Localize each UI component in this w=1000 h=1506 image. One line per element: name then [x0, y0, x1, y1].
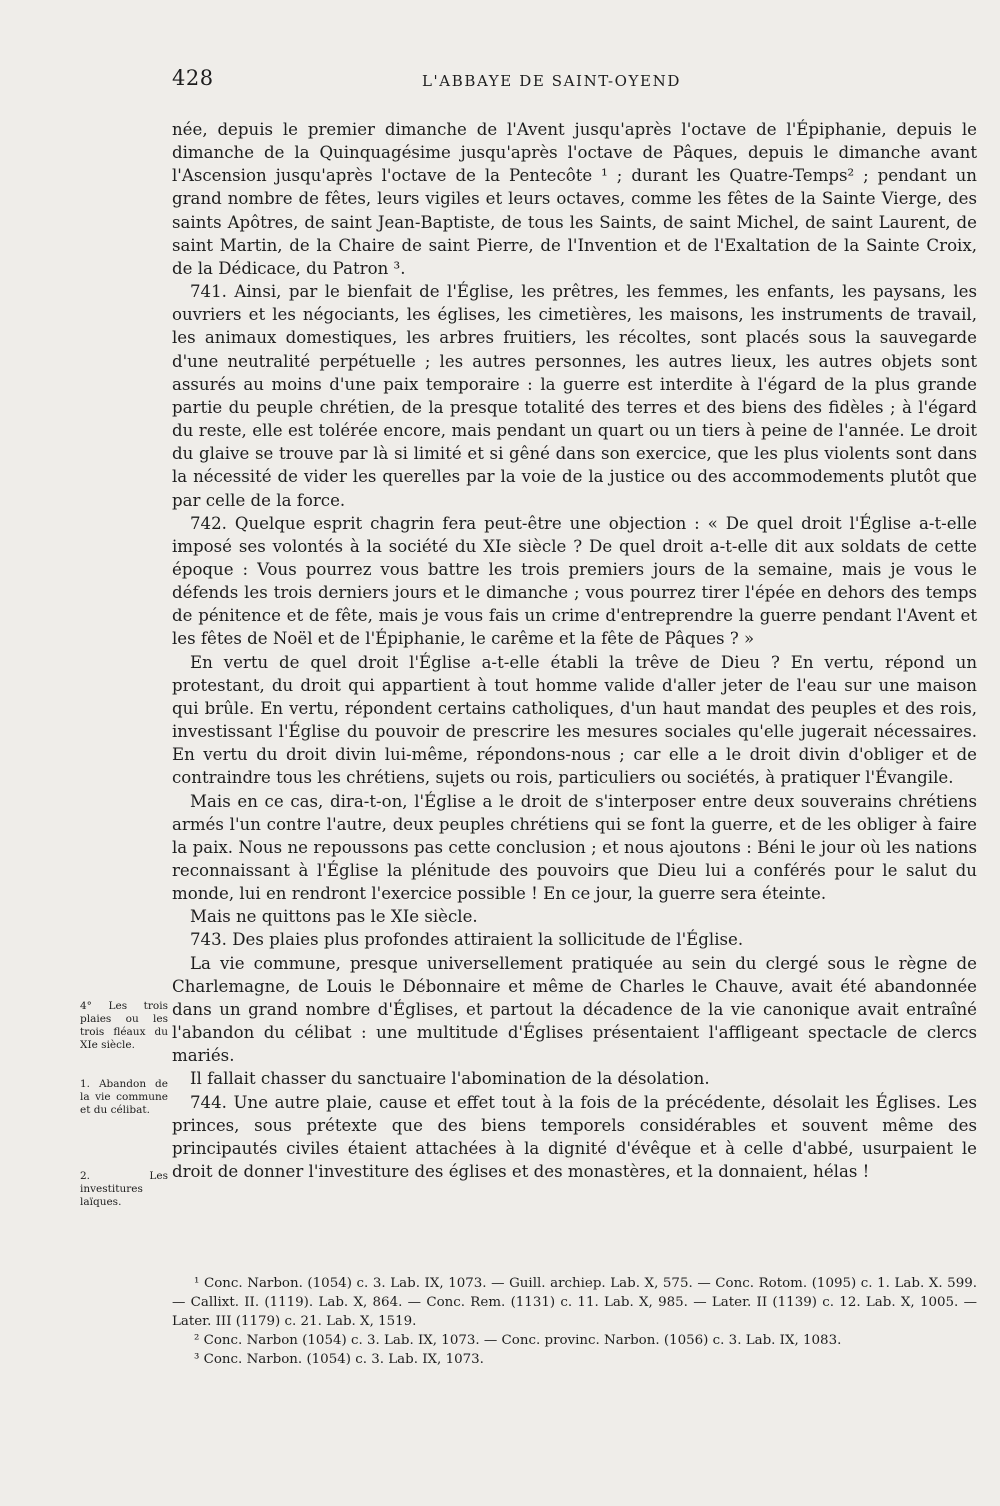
- paragraph-common-life: La vie commune, presque universellement pratiquée au sein du clergé sous le règne de Charlemagne, de Louis le Débonnaire et même de Charles le Chauve, avait été abandonnée dans un grand nombre d'Églises, et partout la décadence de la vie canonique avait entraîné l'abandon du célibat : une multitude d'Églises présentaient l'affligeant spectacle de clercs mariés.: [172, 953, 977, 1066]
- paragraph-transition: Mais ne quittons pas le XIe siècle.: [190, 907, 478, 927]
- body-text: [172, 118, 977, 1183]
- paragraph-abomination: Il fallait chasser du sanctuaire l'abomination de la désolation.: [190, 1069, 710, 1089]
- paragraph-continuation: née, depuis le premier dimanche de l'Avent jusqu'après l'octave de l'Épiphanie, depuis le dimanche de la Quinquagésime jusqu'après l'octave de Pâques, depuis le dimanche avant l'Ascension jusqu'après l'octave de la Pentecôte ¹ ; durant les Quatre-Temps² ; pendant un grand nombre de fêtes, leurs vigiles et leurs octaves, comme les fêtes de la Sainte Vierge, des saints Apôtres, de saint Jean-Baptiste, de tous les Saints, de saint Michel, de saint Laurent, de saint Martin, de la Chaire de saint Pierre, de l'Invention et de l'Exaltation de la Sainte Croix, de la Dédicace, du Patron ³.: [172, 120, 977, 278]
- footnote-2: ² Conc. Narbon (1054) c. 3. Lab. IX, 1073. — Conc. provinc. Narbon. (1056) c. 3. Lab. IX, 1083.: [194, 1333, 842, 1348]
- paragraph-742: 742. Quelque esprit chagrin fera peut-être une objection : « De quel droit l'Église a-t-elle imposé ses volontés à la société du XIe siècle ? De quel droit a-t-elle dit aux soldats de cette époque : Vous pourrez vous battre les trois premiers jours de la semaine, mais je vous le défends les trois derniers jours et le dimanche ; vous pourrez tirer l'épée en dehors des temps de pénitence et de fête, mais je vous fais un crime d'entreprendre la guerre pendant l'Avent et les fêtes de Noël et de l'Épiphanie, le carême et la fête de Pâques ? »: [172, 513, 977, 649]
- paragraph-744: 744. Une autre plaie, cause et effet tout à la fois de la précédente, désolait les Églises. Les princes, sous prétexte que des biens temporels considérables et souvent même des principautés civiles étaient attachées à la dignité d'évêque et à celle d'abbé, usurpaient le droit de donner l'investiture des églises et des monastères, et la donnaient, hélas !: [172, 1092, 977, 1182]
- footnotes: [172, 1274, 977, 1369]
- paragraph-743: 743. Des plaies plus profondes attiraient la sollicitude de l'Église.: [190, 930, 744, 950]
- margin-note-investitures: 2. Les investitures laïques.: [80, 1170, 168, 1208]
- paragraph-741: 741. Ainsi, par le bienfait de l'Église, les prêtres, les femmes, les enfants, les paysans, les ouvriers et les négociants, les églises, les cimetières, les maisons, les instruments de travail, les animaux domestiques, les arbres fruitiers, les récoltes, sont placés sous la sauvegarde d'une neutralité perpétuelle ; les autres personnes, les autres lieux, les autres objets sont assurés au moins d'une paix temporaire : la guerre est interdite à l'égard de la plus grande partie du peuple chrétien, de la presque totalité des terres et des biens des fidèles ; à l'égard du reste, elle est tolérée encore, mais pendant un quart ou un tiers à peine de l'année. Le droit du glaive se trouve par là si limité et si gêné dans son exercice, que les plus violents sont dans la nécessité de vider les querelles par la voie de la justice ou des accommodements plutôt que par celle de la force.: [172, 282, 977, 510]
- footnote-3: ³ Conc. Narbon. (1054) c. 3. Lab. IX, 1073.: [194, 1352, 484, 1367]
- margin-note-three-plagues: 4° Les trois plaies ou les trois fléaux du XIe siècle.: [80, 1000, 168, 1051]
- paragraph-right-question: En vertu de quel droit l'Église a-t-elle établi la trêve de Dieu ? En vertu, répond un protestant, du droit qui appartient à tout homme valide d'aller jeter de l'eau sur une maison qui brûle. En vertu, répondent certains catholiques, d'un haut mandat des peuples et des rois, investissant l'Église du pouvoir de prescrire les mesures sociales qu'elle jugerait nécessaires. En vertu du droit divin lui-même, répondons-nous ; car elle a le droit divin d'obliger et de contraindre tous les chrétiens, sujets ou rois, particuliers ou sociétés, à pratiquer l'Évangile.: [172, 652, 977, 788]
- footnote-1: ¹ Conc. Narbon. (1054) c. 3. Lab. IX, 1073. — Guill. archiep. Lab. X, 575. — Conc. Rotom. (1095) c. 1. Lab. X. 599. — Callixt. II. (1119). Lab. X, 864. — Conc. Rem. (1131) c. 11. Lab. X, 985. — Later. II (1139) c. 12. Lab. X, 1005. — Later. III (1179) c. 21. Lab. X, 1519.: [172, 1276, 977, 1329]
- paragraph-peace-conclusion: Mais en ce cas, dira-t-on, l'Église a le droit de s'interposer entre deux souverains chrétiens armés l'un contre l'autre, deux peuples chrétiens qui se font la guerre, et de les obliger à faire la paix. Nous ne repoussons pas cette conclusion ; et nous ajoutons : Béni le jour où les nations reconnaissant à l'Église la plénitude des pouvoirs que Dieu lui a conférés pour le salut du monde, lui en rendront l'exercice possible ! En ce jour, la guerre sera éteinte.: [172, 791, 977, 904]
- margin-note-celibacy: 1. Abandon de la vie commune et du célibat.: [80, 1078, 168, 1116]
- running-title: L'ABBAYE DE SAINT-OYEND: [422, 72, 681, 90]
- page-header: [172, 66, 972, 96]
- page-number: 428: [172, 66, 214, 90]
